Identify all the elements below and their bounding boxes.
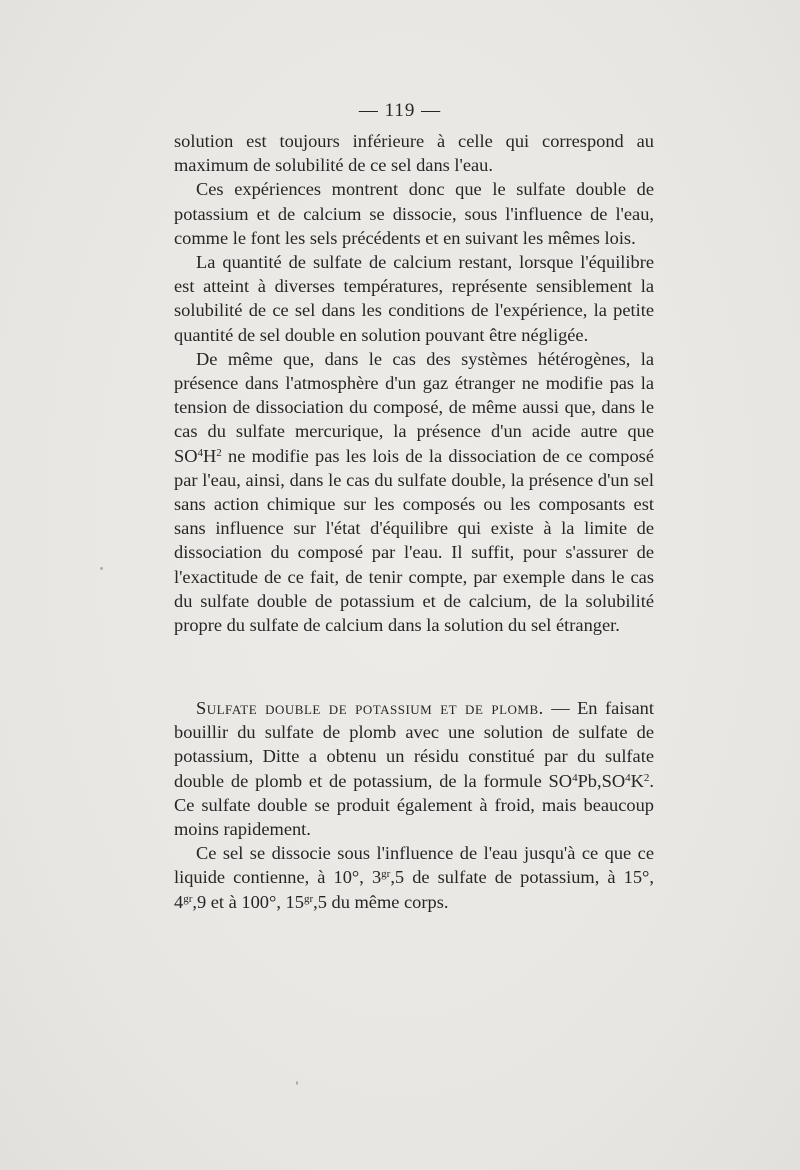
text-run: K [630,770,644,791]
superscript: gr [381,868,391,881]
text-run: ,5 de sulfate de potassium, à 15°, 4 [174,867,654,912]
superscript: gr [303,892,314,905]
heading-dash: — [543,698,578,718]
superscript: gr [183,892,193,905]
paper-speck [100,567,103,570]
body-text [174,129,654,637]
section-paragraph [174,696,654,841]
text-run: Ce sel se dissocie sous l'influence de l'eau jusqu'à ce que ce liquide contienne, à 10°, 3 [174,843,654,888]
superscript: 2 [216,446,222,459]
superscript: 4 [625,771,631,784]
page-number: — 119 — [358,100,442,121]
text-run: ne modifie pas les lois de la dissociation de ce composé par l'eau, ainsi, dans le cas du sulfate double, la présence d'un sel sans action chimique sur les composés ou les composants est sans influence sur l'état d'équilibre qui existe à la limite de dissociation du composé par l'eau. Il suffit, pour s'assurer de l'exactitude de ce fait, de tenir compte, par exemple dans le cas du sulfate double de potassium et de calcium, de la solubilité propre du sulfate de calcium dans la solution du sel étranger. [174,445,654,636]
superscript: 2 [643,771,650,784]
paragraph [174,347,654,637]
text-run: ,5 du même corps. [313,891,449,912]
text-run: . Ce sulfate double se produit également à froid, mais beaucoup moins rapidement. [174,770,654,840]
paragraph [174,841,654,914]
section-heading: Sulfate double de potassium et de plomb. [196,698,544,718]
text-run: En faisant bouillir du sulfate de plomb avec une solution de sulfate de potassium, Ditte a obtenu un résidu constitué par du sulfate double de plomb et de potassium, de la formule SO [174,698,654,791]
paper-speck [296,1081,298,1085]
superscript: 4 [197,446,204,459]
text-run: Pb,SO [577,770,626,791]
text-run: ,9 et à 100°, 15 [192,891,304,912]
paragraph: Ces expériences montrent donc que le sulfate double de potassium et de calcium se dissocie, sous l'influence de l'eau, comme le font les sels précédents et en suivant les mêmes lois. [174,179,654,248]
text-run: De même que, dans le cas des systèmes hétérogènes, la présence dans l'atmosphère d'un gaz étranger ne modifie pas la tension de dissociation du composé, de même aussi que, dans le cas du sulfate mercurique, la présence d'un acide autre que SO [174,348,654,466]
paragraph: La quantité de sulfate de calcium restant, lorsque l'équilibre est atteint à diverses températures, représente sensiblement la solubilité de ce sel dans les conditions de l'expérience, la petite quantité de sel double en solution pouvant être négligée. [174,252,654,345]
text-run: H [203,445,217,466]
superscript: 4 [572,771,578,784]
paragraph-continuation: solution est toujours inférieure à celle qui correspond au maximum de solubilité de ce sel dans l'eau. [174,131,654,176]
section-text [174,696,654,914]
